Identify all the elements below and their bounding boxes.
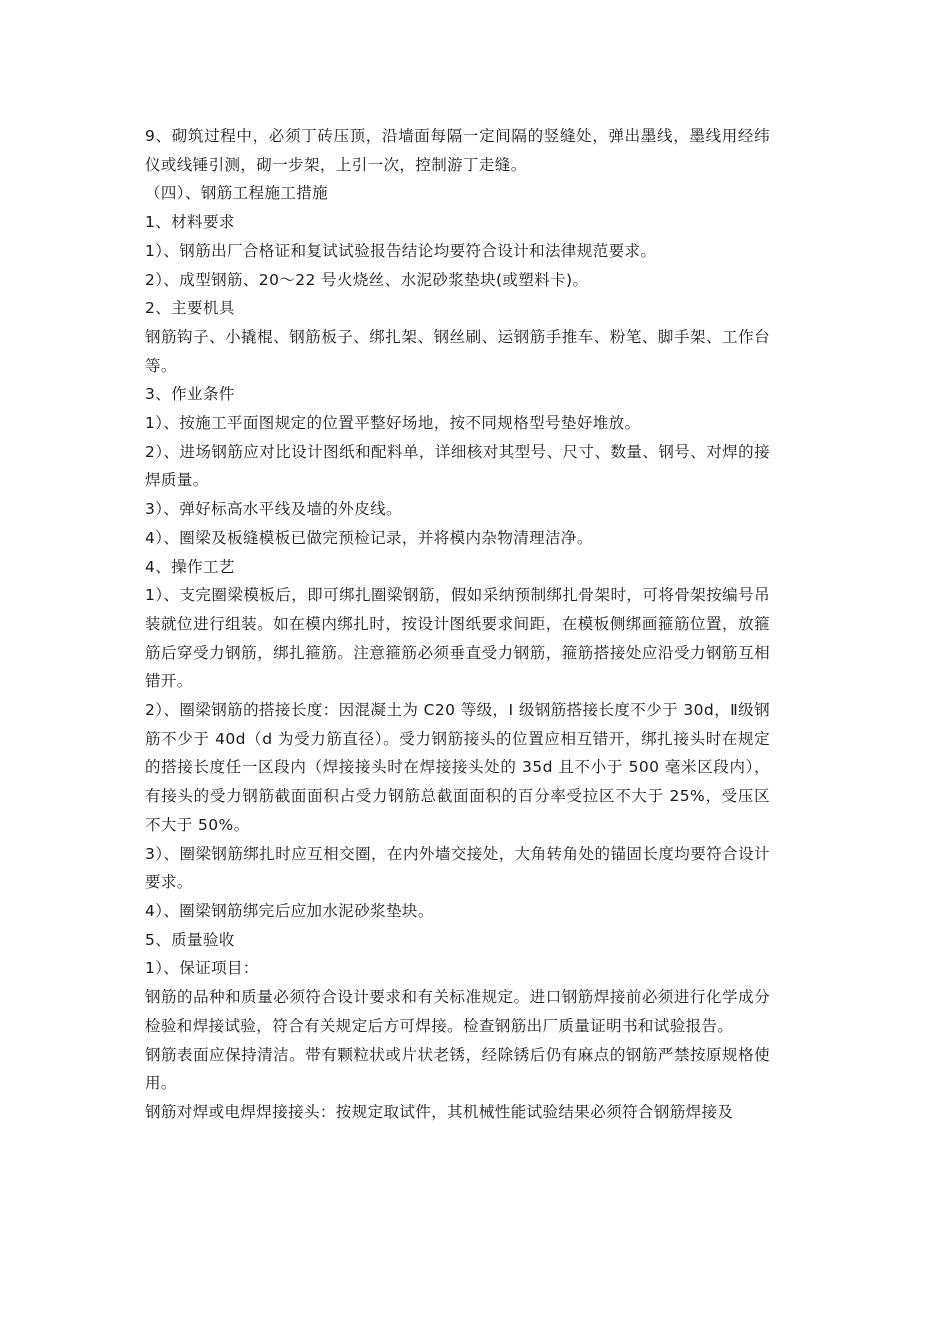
subsection-heading: 5、质量验收 bbox=[145, 930, 235, 949]
paragraph: 2）、成型钢筋、20～22 号火烧丝、水泥砂浆垫块(或塑料卡)。 bbox=[145, 270, 589, 289]
paragraph: 3）、圈梁钢筋绑扎时应互相交圈，在内外墙交接处，大角转角处的锚固长度均要符合设计要求。 bbox=[145, 844, 770, 892]
paragraph: 钢筋钩子、小撬棍、钢筋板子、绑扎架、钢丝刷、运钢筋手推车、粉笔、脚手架、工作台等。 bbox=[145, 327, 770, 375]
paragraph: 4）、圈梁及板缝模板已做完预检记录，并将模内杂物清理洁净。 bbox=[145, 528, 593, 547]
subsection-heading: 1、材料要求 bbox=[145, 213, 235, 232]
paragraph: 钢筋表面应保持清洁。带有颗粒状或片状老锈，经除锈后仍有麻点的钢筋严禁按原规格使用。 bbox=[145, 1045, 770, 1093]
paragraph: 1）、钢筋出厂合格证和复试试验报告结论均要符合设计和法律规范要求。 bbox=[145, 241, 657, 260]
paragraph: 2）、圈梁钢筋的搭接长度：因混凝土为 C20 等级，Ⅰ 级钢筋搭接长度不少于 30d，Ⅱ级钢筋不少于 40d（d 为受力筋直径）。受力钢筋接头的位置应相互错开，绑扎接头时在规定的搭接长度任一区段内（焊接接头时在焊接接头处的 35d 且不小于 500 毫米区段内），有接头的受力钢筋截面面积占受力钢筋总截面面积的百分率受拉区不大于 25%，受压区不大于 50%。 bbox=[145, 701, 770, 834]
subsection-heading: 2、主要机具 bbox=[145, 299, 235, 318]
paragraph: 3）、弹好标高水平线及墙的外皮线。 bbox=[145, 500, 402, 519]
paragraph: 1）、按施工平面图规定的位置平整好场地，按不同规格型号垫好堆放。 bbox=[145, 414, 641, 433]
paragraph: 4）、圈梁钢筋绑完后应加水泥砂浆垫块。 bbox=[145, 901, 434, 920]
section-heading: （四）、钢筋工程施工措施 bbox=[145, 184, 329, 203]
paragraph: 钢筋对焊或电焊焊接接头：按规定取试件，其机械性能试验结果必须符合钢筋焊接及 bbox=[145, 1102, 734, 1121]
subsection-heading: 3、作业条件 bbox=[145, 385, 235, 404]
document-body bbox=[145, 122, 770, 1127]
paragraph: 9、砌筑过程中，必须丁砖压顶，沿墙面每隔一定间隔的竖缝处，弹出墨线，墨线用经纬仪或线锤引测，砌一步架，上引一次，控制游丁走缝。 bbox=[145, 127, 770, 174]
subsection-heading: 4、操作工艺 bbox=[145, 557, 235, 576]
paragraph: 2）、进场钢筋应对比设计图纸和配料单，详细核对其型号、尺寸、数量、钢号、对焊的接焊质量。 bbox=[145, 442, 770, 490]
paragraph: 1）、支完圈梁模板后，即可绑扎圈梁钢筋，假如采纳预制绑扎骨架时，可将骨架按编号吊装就位进行组装。如在模内绑扎时，按设计图纸要求间距，在模板侧绑画箍筋位置，放箍筋后穿受力钢筋，绑扎箍筋。注意箍筋必须垂直受力钢筋，箍筋搭接处应沿受力钢筋互相错开。 bbox=[145, 586, 770, 691]
paragraph: 钢筋的品种和质量必须符合设计要求和有关标准规定。进口钢筋焊接前必须进行化学成分检验和焊接试验，符合有关规定后方可焊接。检查钢筋出厂质量证明书和试验报告。 bbox=[145, 988, 770, 1035]
paragraph: 1）、保证项目： bbox=[145, 959, 259, 978]
